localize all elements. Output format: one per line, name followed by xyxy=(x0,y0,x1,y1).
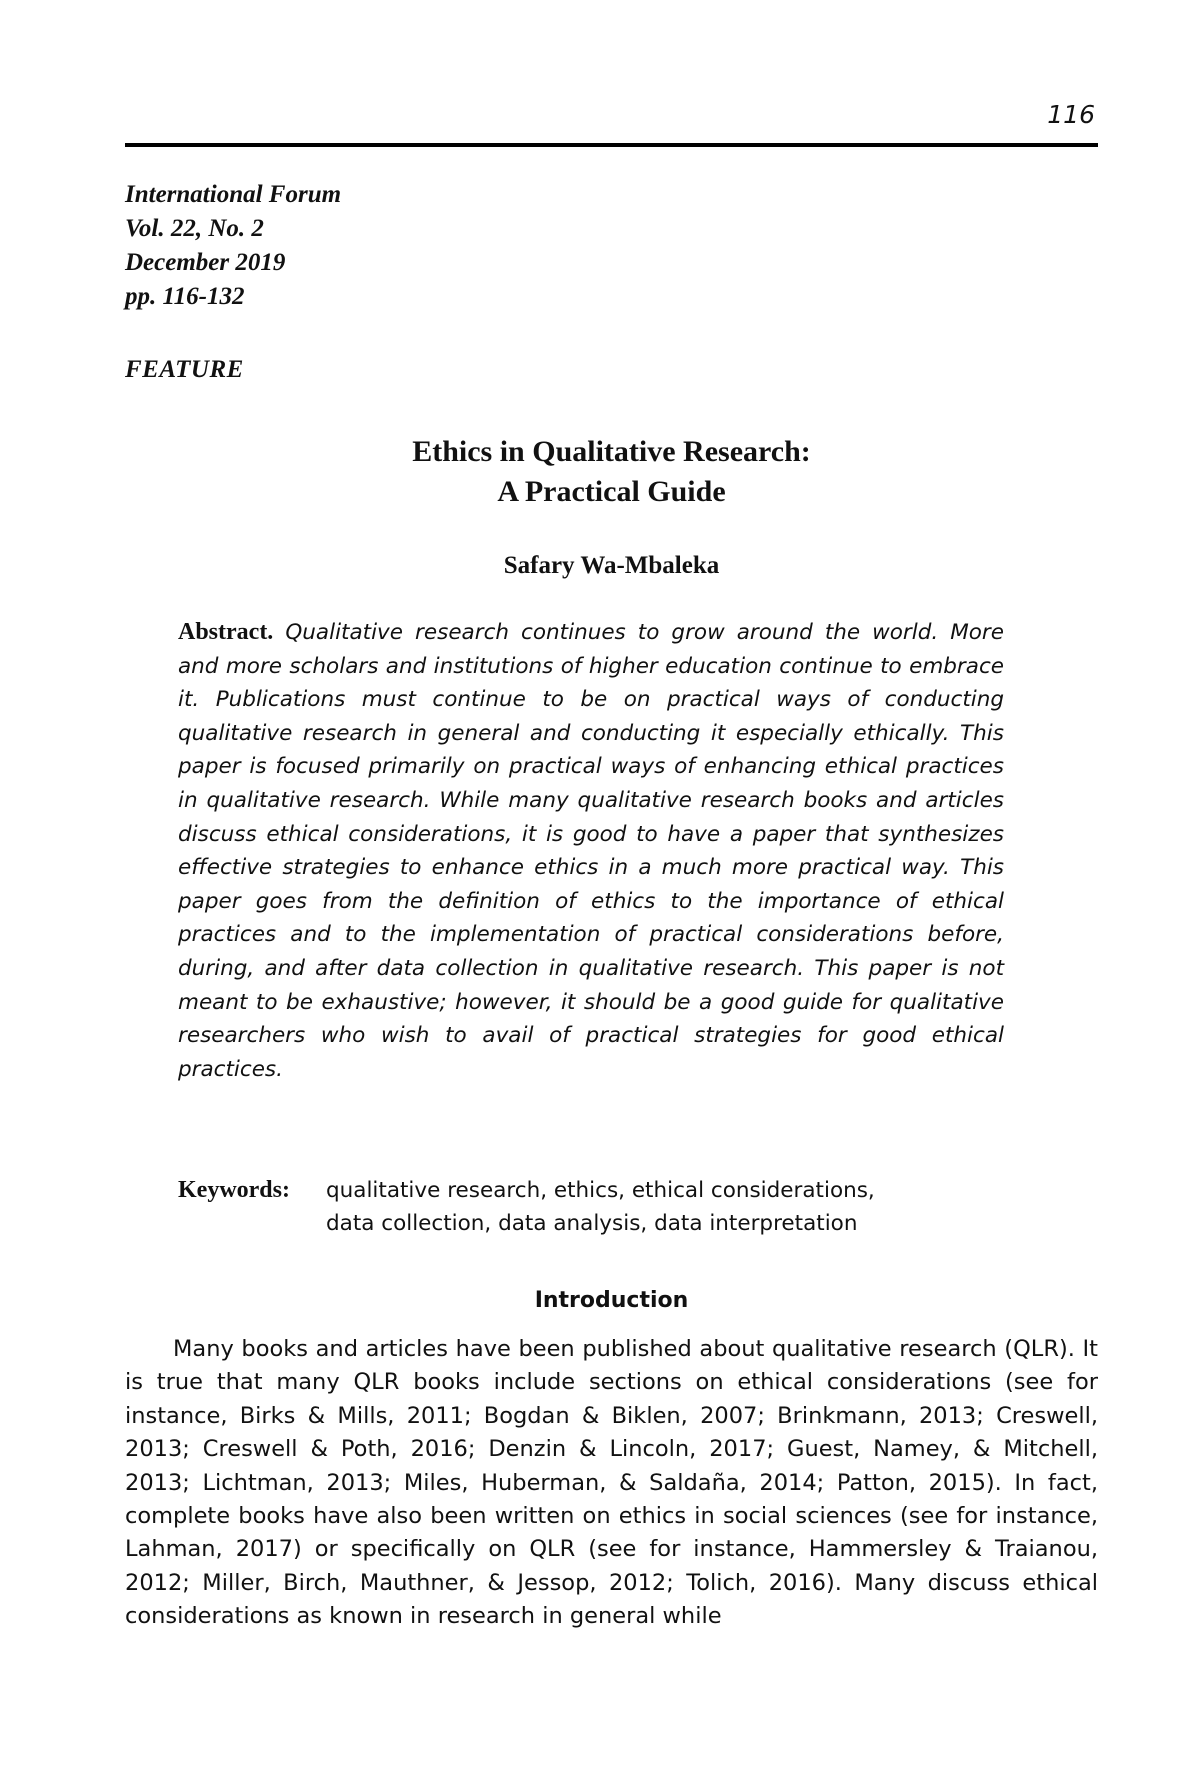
journal-date: December 2019 xyxy=(125,249,286,276)
introduction-paragraph: Many books and articles have been published about qualitative research (QLR). It is true that many QLR books include sections on ethical considerations (see for instance, Birks & Mills, 2011; Bogdan & Biklen, 2007; Brinkmann, 2013; Creswell, 2013; Creswell & Poth, 2016; Denzin & Lincoln, 2017; Guest, Namey, & Mitchell, 2013; Lichtman, 2013; Miles, Huberman, & Saldaña, 2014; Patton, 2015). In fact, complete books have also been written on ethics in social sciences (see for instance, Lahman, 2017) or specifically on QLR (see for instance, Hammersley & Traianou, 2012; Miller, Birch, Mauthner, & Jessop, 2012; Tolich, 2016). Many discuss ethical considerations as known in research in general while xyxy=(125,1336,1098,1630)
abstract-text: Qualitative research continues to grow around the world. More and more scholars and institutions of higher education continue to embrace it. Publications must continue to be on practical ways of conducting qualitative research in general and conducting it especially ethically. This paper is focused primarily on practical ways of enhancing ethical practices in qualitative research. While many qualitative research books and articles discuss ethical considerations, it is good to have a paper that synthesizes effective strategies to enhance ethics in a much more practical way. This paper goes from the definition of ethics to the importance of ethical practices and to the implementation of practical considerations before, during, and after data collection in qualitative research. This paper is not meant to be exhaustive; however, it should be a good guide for qualitative researchers who wish to avail of practical strategies for good ethical practices. xyxy=(178,620,1004,1082)
author-name: Safary Wa-Mbaleka xyxy=(503,552,720,579)
keywords-label: Keywords: xyxy=(178,1177,290,1203)
abstract xyxy=(178,616,1004,1086)
page-number: 116 xyxy=(1047,100,1095,129)
abstract-label: Abstract. xyxy=(178,619,274,645)
title-line-2: A Practical Guide xyxy=(497,475,726,508)
article-title xyxy=(125,432,1098,512)
journal-volume: Vol. 22, No. 2 xyxy=(125,215,264,242)
journal-pages: pp. 116-132 xyxy=(125,283,245,310)
journal-info xyxy=(125,178,341,314)
section-label: FEATURE xyxy=(125,356,244,383)
keywords-list xyxy=(326,1174,966,1240)
journal-name: International Forum xyxy=(125,181,342,208)
header-rule xyxy=(125,143,1098,147)
title-line-1: Ethics in Qualitative Research: xyxy=(412,435,811,468)
keywords-line-2: data collection, data analysis, data interpretation xyxy=(326,1211,858,1236)
keywords-line-1: qualitative research, ethics, ethical considerations, xyxy=(326,1178,875,1203)
introduction-heading: Introduction xyxy=(534,1288,689,1313)
